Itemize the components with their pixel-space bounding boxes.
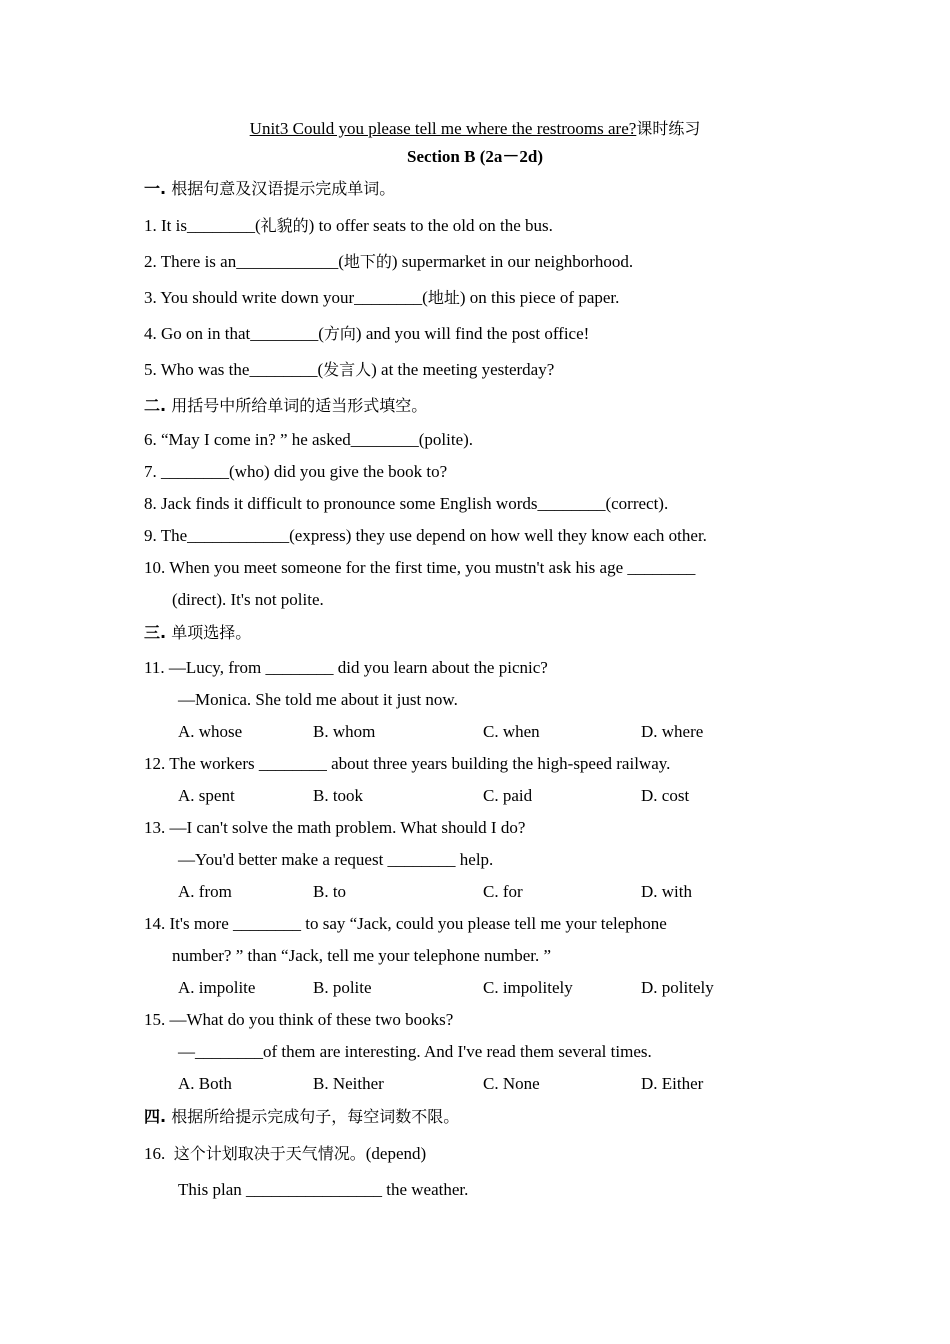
q11-option-b: B. whom [313,722,376,741]
q4-hint: 方向 [323,324,356,343]
q13-option-a: A. from [178,882,232,901]
q12-option-b: B. took [313,786,364,805]
question-14-stem: 14. It's more ________ to say “Jack, could you please tell me your telephone [144,914,667,933]
question-16-prompt [144,1143,426,1165]
q2-hint: 地下的 [343,252,392,271]
question-7: 7. ________(who) did you give the book to? [144,462,448,481]
question-4 [144,323,589,345]
q11-option-a: A. whose [178,722,243,741]
q16-number: 16. [144,1144,166,1163]
question-11-stem: 11. —Lucy, from ________ did you learn about the picnic? [144,658,548,677]
question-9: 9. The____________(express) they use depend on how well they know each other. [144,526,707,545]
title-suffix: 课时练习 [636,119,701,138]
section-title: Section B (2a－2d) [407,147,543,166]
q2-text-a: 2. There is an____________( [144,252,344,271]
question-12-stem: 12. The workers ________ about three years building the high-speed railway. [144,754,671,773]
q3-text-b: ) on this piece of paper. [459,288,620,307]
part2-number: 二. [144,396,167,415]
part4-number: 四. [144,1107,167,1126]
question-14-line2: number? ” than “Jack, tell me your telephone number. ” [172,946,552,965]
question-3 [144,287,619,309]
part1-number: 一. [144,179,167,198]
q4-text-b: ) and you will find the post office! [355,324,590,343]
q15-option-b: B. Neither [313,1074,384,1093]
q16-hint: (depend) [365,1144,427,1163]
q14-option-a: A. impolite [178,978,256,997]
q15-option-a: A. Both [178,1074,232,1093]
q3-hint: 地址 [427,288,460,307]
question-16-sentence: This plan ________________ the weather. [178,1180,469,1199]
part4-heading [144,1106,459,1128]
q13-option-c: C. for [483,882,523,901]
q4-text-a: 4. Go on in that________( [144,324,324,343]
title-main-text: Unit3 Could you please tell me where the restrooms are? [249,119,637,138]
q15-option-d: D. Either [641,1074,704,1093]
q12-option-a: A. spent [178,786,235,805]
part3-heading [144,622,251,644]
q14-option-b: B. polite [313,978,372,997]
q5-text-b: ) at the meeting yesterday? [371,360,555,379]
q12-option-d: D. cost [641,786,690,805]
q13-option-d: D. with [641,882,692,901]
part3-number: 三. [144,623,167,642]
question-1 [144,215,553,237]
question-15-line2: —________of them are interesting. And I've read them several times. [178,1042,652,1061]
q3-text-a: 3. You should write down your________( [144,288,428,307]
question-13-stem: 13. —I can't solve the math problem. What should I do? [144,818,526,837]
question-2 [144,251,633,273]
q1-text-a: 1. It is________( [144,216,261,235]
q14-option-c: C. impolitely [483,978,573,997]
q15-option-c: C. None [483,1074,540,1093]
question-10-continued: (direct). It's not polite. [172,590,324,609]
question-8: 8. Jack finds it difficult to pronounce some English words________(correct). [144,494,669,513]
question-11-line2: —Monica. She told me about it just now. [178,690,458,709]
question-10: 10. When you meet someone for the first time, you mustn't ask his age ________ [144,558,696,577]
question-5 [144,359,554,381]
question-6: 6. “May I come in? ” he asked________(polite). [144,430,474,449]
q11-option-c: C. when [483,722,540,741]
q14-option-d: D. politely [641,978,714,997]
q1-text-b: ) to offer seats to the old on the bus. [308,216,553,235]
part2-heading [144,395,427,417]
q1-hint: 礼貌的 [260,216,309,235]
q5-hint: 发言人 [323,360,372,379]
part3-instruction: 单项选择。 [171,623,252,642]
q5-text-a: 5. Who was the________( [144,360,324,379]
part2-instruction: 用括号中所给单词的适当形式填空。 [171,396,428,415]
question-13-line2: —You'd better make a request ________ help. [178,850,494,869]
worksheet-title [0,116,950,139]
part4-instruction: 根据所给提示完成句子，每空词数不限。 [171,1107,460,1126]
part1-heading [144,178,395,200]
q2-text-b: ) supermarket in our neighborhood. [391,252,634,271]
q11-option-d: D. where [641,722,704,741]
q13-option-b: B. to [313,882,347,901]
part1-instruction: 根据句意及汉语提示完成单词。 [171,179,396,198]
q16-chinese: 这个计划取决于天气情况。 [173,1144,366,1163]
question-15-stem: 15. —What do you think of these two books? [144,1010,454,1029]
q12-option-c: C. paid [483,786,533,805]
